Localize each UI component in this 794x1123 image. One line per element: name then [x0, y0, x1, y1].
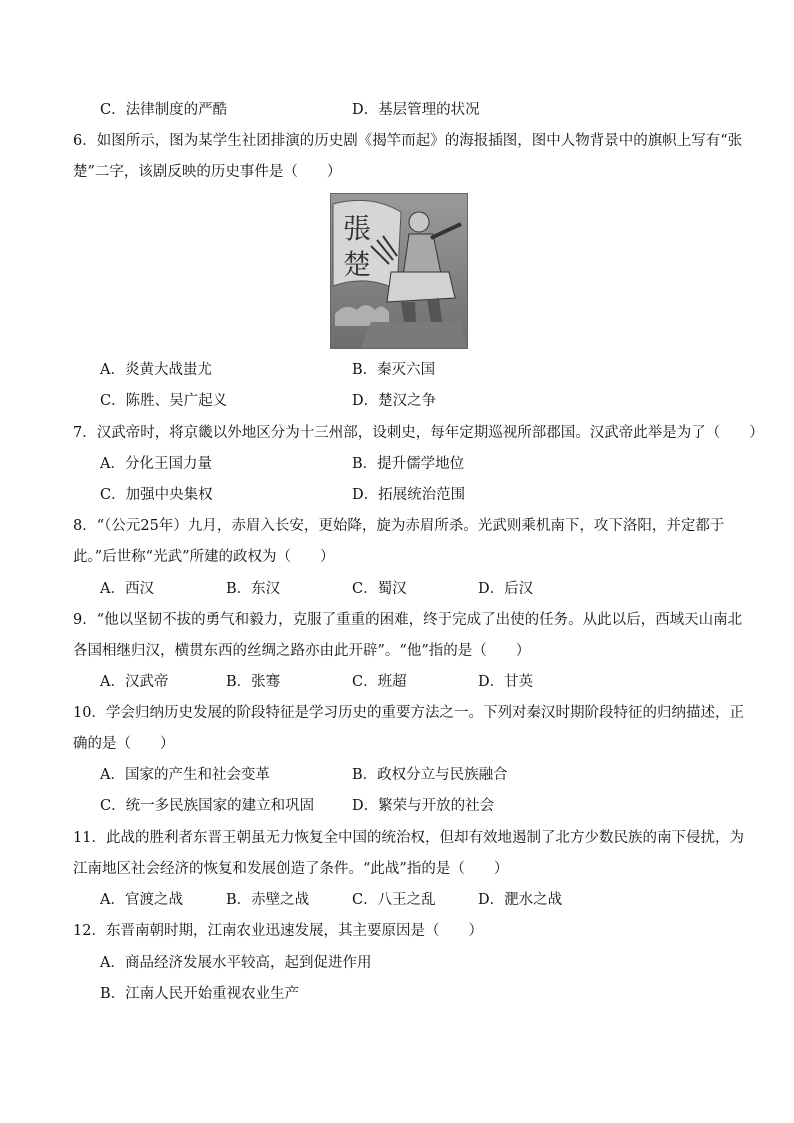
q6-stem-line2: 楚”二字，该剧反映的历史事件是（ ）	[73, 164, 342, 180]
q10-option-a: A．国家的产生和社会变革	[100, 767, 270, 783]
q7-option-b: B．提升儒学地位	[352, 456, 465, 472]
q7-stem-line1: 7．汉武帝时，将京畿以外地区分为十三州部，设刺史，每年定期巡视所部郡国。汉武帝此举是为了（ ）	[73, 425, 764, 441]
q10-stem-line2: 确的是（ ）	[73, 736, 175, 752]
q8-stem-line1: 8．“（公元25年）九月，赤眉入长安，更始降，旋为赤眉所杀。光武则乘机南下，攻下洛阳，并定都于	[73, 518, 725, 534]
q10-option-d: D．繁荣与开放的社会	[352, 798, 495, 814]
q11-option-c: C．八王之乱	[352, 892, 436, 908]
q11-option-d: D．淝水之战	[478, 892, 563, 908]
q8-option-c: C．蜀汉	[352, 581, 407, 597]
q7-option-a: A．分化王国力量	[100, 456, 212, 472]
q6-option-a: A．炎黄大战蚩尤	[100, 362, 212, 378]
q8-option-a: A．西汉	[100, 581, 154, 597]
q8-option-d: D．后汉	[478, 581, 534, 597]
ground-rock	[361, 322, 467, 348]
q12-stem-line1: 12．东晋南朝时期，江南农业迅速发展，其主要原因是（ ）	[73, 923, 483, 939]
q12-option-b: B．江南人民开始重视农业生产	[100, 986, 300, 1002]
q8-stem-line2: 此。”后世称“光武”所建的政权为（ ）	[73, 549, 335, 565]
q9-stem-line1: 9．“他以坚韧不拔的勇气和毅力，克服了重重的困难，终于完成了出使的任务。从此以后，西域天山南北	[73, 612, 743, 628]
q9-option-c: C．班超	[352, 674, 407, 690]
q10-option-c: C．统一多民族国家的建立和巩固	[100, 798, 315, 814]
q5-option-c: C．法律制度的严酷	[100, 102, 228, 118]
poster-illustration-svg	[331, 194, 467, 348]
q9-option-a: A．汉武帝	[100, 674, 169, 690]
q9-option-b: B．张骞	[226, 674, 281, 690]
q6-option-b: B．秦灭六国	[352, 362, 436, 378]
q7-option-d: D．拓展统治范围	[352, 487, 466, 503]
q9-stem-line2: 各国相继归汉，横贯东西的丝绸之路亦由此开辟”。“他”指的是（ ）	[73, 643, 531, 659]
flag-character-2: 楚	[343, 248, 372, 281]
q6-stem-line1: 6．如图所示，图为某学生社团排演的历史剧《揭竿而起》的海报插图，图中人物背景中的旗帜上写有“张	[73, 133, 743, 149]
q6-poster-illustration	[330, 193, 468, 349]
q9-option-d: D．甘英	[478, 674, 534, 690]
q12-option-a: A．商品经济发展水平较高，起到促进作用	[100, 955, 372, 971]
q6-option-d: D．楚汉之争	[352, 393, 437, 409]
q11-option-b: B．赤壁之战	[226, 892, 310, 908]
q11-stem-line1: 11．此战的胜利者东晋王朝虽无力恢复全中国的统治权，但却有效地遏制了北方少数民族的南下侵扰，为	[73, 830, 744, 846]
q11-stem-line2: 江南地区社会经济的恢复和发展创造了条件。“此战”指的是（ ）	[73, 861, 509, 877]
q8-option-b: B．东汉	[226, 581, 281, 597]
q10-option-b: B．政权分立与民族融合	[352, 767, 508, 783]
q10-stem-line1: 10．学会归纳历史发展的阶段特征是学习历史的重要方法之一。下列对秦汉时期阶段特征的归纳描述，正	[73, 705, 744, 721]
q5-option-d: D．基层管理的状况	[352, 102, 480, 118]
q11-option-a: A．官渡之战	[100, 892, 183, 908]
flag-character-1: 張	[343, 212, 372, 245]
q6-option-c: C．陈胜、吴广起义	[100, 393, 228, 409]
q7-option-c: C．加强中央集权	[100, 487, 213, 503]
figure-head	[409, 212, 429, 232]
figure-armor-skirt	[387, 272, 455, 302]
